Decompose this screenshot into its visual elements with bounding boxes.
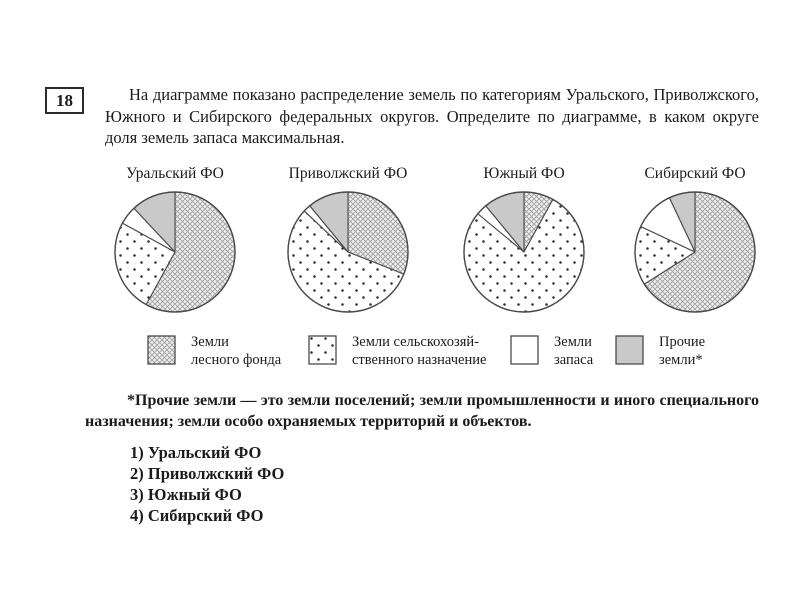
chart-legend (0, 333, 800, 375)
answer-options (130, 442, 284, 526)
pie-chart-title: Сибирский ФО (644, 165, 746, 182)
legend-item-3 (510, 333, 593, 369)
problem-number-box: 18 (45, 87, 84, 114)
legend-label-line: земли* (659, 352, 703, 368)
pie-svg-4 (630, 189, 760, 317)
answer-option-4: 4) Сибирский ФО (130, 506, 264, 525)
legend-item-1 (147, 333, 281, 369)
pie-chart-title: Уральский ФО (126, 165, 224, 182)
legend-label (554, 333, 593, 369)
footnote-text: *Прочие земли — это земли поселений; земли промышленности и иного специального назначения; земли особо охраняемых территорий и объектов. (85, 392, 759, 430)
pie-chart-title: Приволжский ФО (288, 165, 408, 182)
legend-label (352, 333, 486, 369)
pie-chart-title: Южный ФО (483, 165, 565, 182)
legend-label-line: Земли (554, 334, 592, 350)
legend-swatch-dots (308, 335, 337, 365)
answer-option-3: 3) Южный ФО (130, 485, 242, 504)
pie-svg-2 (283, 189, 413, 317)
legend-label-line: Земли сельскохозяй- (352, 334, 479, 350)
legend-item-2 (308, 333, 486, 369)
answer-option-2: 2) Приволжский ФО (130, 464, 285, 483)
pie-chart-4 (620, 163, 770, 317)
pie-chart-2 (273, 163, 423, 317)
pie-charts-row (0, 163, 800, 328)
pie-svg-1 (110, 189, 240, 317)
legend-label-line: Земли (191, 334, 229, 350)
legend-label-line: запаса (554, 352, 594, 368)
legend-label (191, 333, 281, 369)
legend-swatch-white (510, 335, 539, 365)
legend-swatch-gray (615, 335, 644, 365)
pie-svg-3 (459, 189, 589, 317)
legend-label-line: лесного фонда (191, 352, 282, 368)
pie-chart-3 (449, 163, 599, 317)
answer-option-1: 1) Уральский ФО (130, 443, 262, 462)
legend-item-4 (615, 333, 705, 369)
legend-label-line: Прочие (659, 334, 706, 350)
problem-statement: На диаграмме показано распределение земель по категориям Уральского, Приволжского, Южного и Сибирского федеральных округов. Определите по диаграмме, в каком округе доля земель запаса максимальная. (105, 85, 759, 147)
legend-swatch-crosshatch (147, 335, 176, 365)
legend-label-line: ственного назначение (352, 352, 487, 368)
legend-label (659, 333, 705, 369)
pie-chart-1 (100, 163, 250, 317)
